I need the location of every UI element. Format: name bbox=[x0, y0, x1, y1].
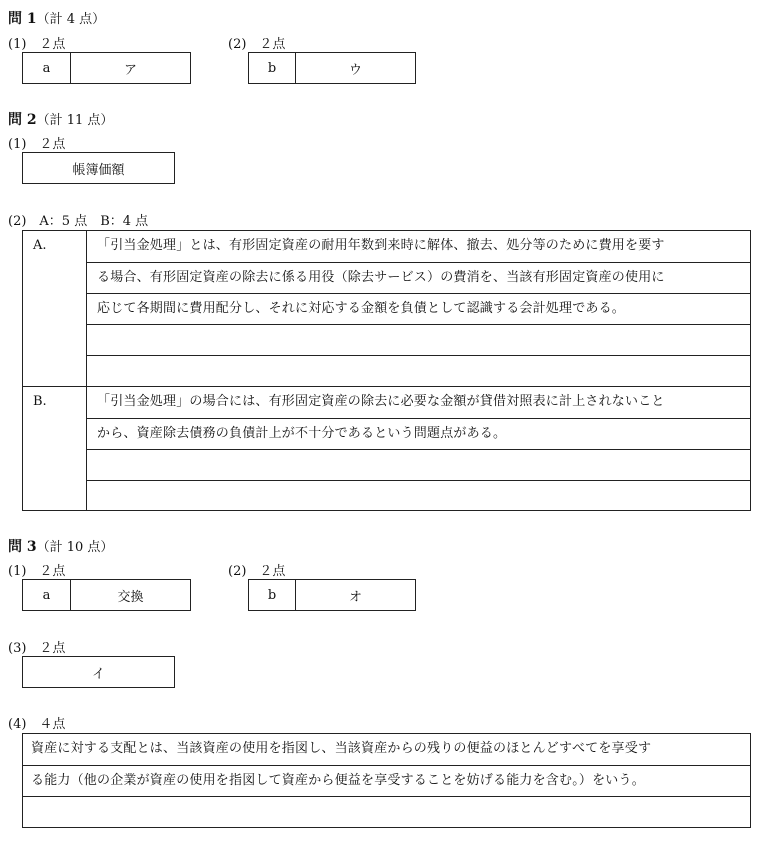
q1-p1-answer: ア bbox=[70, 53, 190, 83]
q3-p1-answer-box bbox=[22, 579, 191, 611]
q2-p2-b-label-cell bbox=[23, 387, 87, 510]
q1-title-text: 問 1 bbox=[8, 11, 37, 27]
q2-p2-b-line-2: から、資産除去債務の負債計上が不十分であるという問題点がある。 bbox=[87, 418, 750, 449]
q3-subtitle: （計 10 点） bbox=[36, 540, 114, 555]
q3-p2-label: (2) ２点 bbox=[228, 564, 286, 579]
q3-p1-letter: a bbox=[42, 587, 51, 603]
q1-p2-answer: ウ bbox=[295, 53, 415, 83]
q1-p2-answer-box bbox=[248, 52, 416, 84]
q3-p2-answer: オ bbox=[295, 580, 415, 610]
q1-p1-letter: a bbox=[42, 60, 51, 76]
q2-p2-group-a bbox=[23, 231, 750, 386]
q3-p4-answer-table bbox=[22, 733, 751, 828]
q3-p4-label: (4) ４点 bbox=[8, 717, 66, 732]
q3-p3-label: (3) ２点 bbox=[8, 641, 66, 656]
q2-title bbox=[8, 109, 113, 129]
q2-p2-a-line-5 bbox=[87, 355, 750, 386]
q2-p2-b-line-1: 「引当金処理」の場合には、有形固定資産の除去に必要な金額が貸借対照表に計上されないこと bbox=[97, 394, 665, 409]
q3-p1-answer: 交換 bbox=[70, 580, 190, 610]
q2-p2-a-label-cell bbox=[23, 231, 87, 386]
q2-title-text: 問 2 bbox=[8, 112, 37, 128]
q3-p1-label: (1) ２点 bbox=[8, 564, 66, 579]
q1-p1-answer-box bbox=[22, 52, 191, 84]
q2-subtitle: （計 11 点） bbox=[36, 113, 114, 128]
q2-p2-answer-table bbox=[22, 230, 751, 511]
q2-p2-a-label: A. bbox=[33, 238, 47, 253]
q2-p1-answer: 帳簿価額 bbox=[22, 152, 175, 184]
q3-title-text: 問 3 bbox=[8, 539, 37, 555]
q2-p2-a-line-3: 応じて各期間に費用配分し、それに対応する金額を負債として認識する会計処理である。 bbox=[87, 293, 750, 324]
q2-p2-a-line-2: る場合、有形固定資産の除去に係る用役（除去サービス）の費消を、当該有形固定資産の使用に bbox=[87, 262, 750, 293]
q2-p2-b-line-4 bbox=[87, 480, 750, 511]
q1-subtitle: （計 4 点） bbox=[36, 12, 106, 27]
q2-p2-b-label: B. bbox=[33, 394, 47, 409]
q1-p1-label: (1) ２点 bbox=[8, 37, 66, 52]
q3-p4-line-1: 資産に対する支配とは、当該資産の使用を指図し、当該資産からの残りの便益のほとんどすべてを享受す bbox=[31, 741, 652, 756]
q3-title bbox=[8, 536, 113, 556]
q1-p2-label: (2) ２点 bbox=[228, 37, 286, 52]
q3-p4-line-2: る能力（他の企業が資産の使用を指図して資産から便益を享受することを妨げる能力を含む。）をいう。 bbox=[23, 765, 750, 796]
q1-title bbox=[8, 8, 105, 28]
q2-p2-a-line-4 bbox=[87, 324, 750, 355]
q2-p2-group-b bbox=[23, 386, 750, 510]
q1-p2-letter: b bbox=[267, 60, 277, 76]
q3-p4-line-3 bbox=[23, 796, 750, 827]
q2-p2-a-line-1: 「引当金処理」とは、有形固定資産の耐用年数到来時に解体、撤去、処分等のために費用を要す bbox=[97, 238, 665, 253]
q3-p3-answer: イ bbox=[22, 656, 175, 688]
q2-p2-b-line-3 bbox=[87, 449, 750, 480]
q2-p1-label: (1) ２点 bbox=[8, 137, 66, 152]
q3-p2-letter: b bbox=[267, 587, 277, 603]
q3-p2-answer-box bbox=[248, 579, 416, 611]
q2-p2-label: (2) A：5 点 B：4 点 bbox=[8, 214, 149, 229]
